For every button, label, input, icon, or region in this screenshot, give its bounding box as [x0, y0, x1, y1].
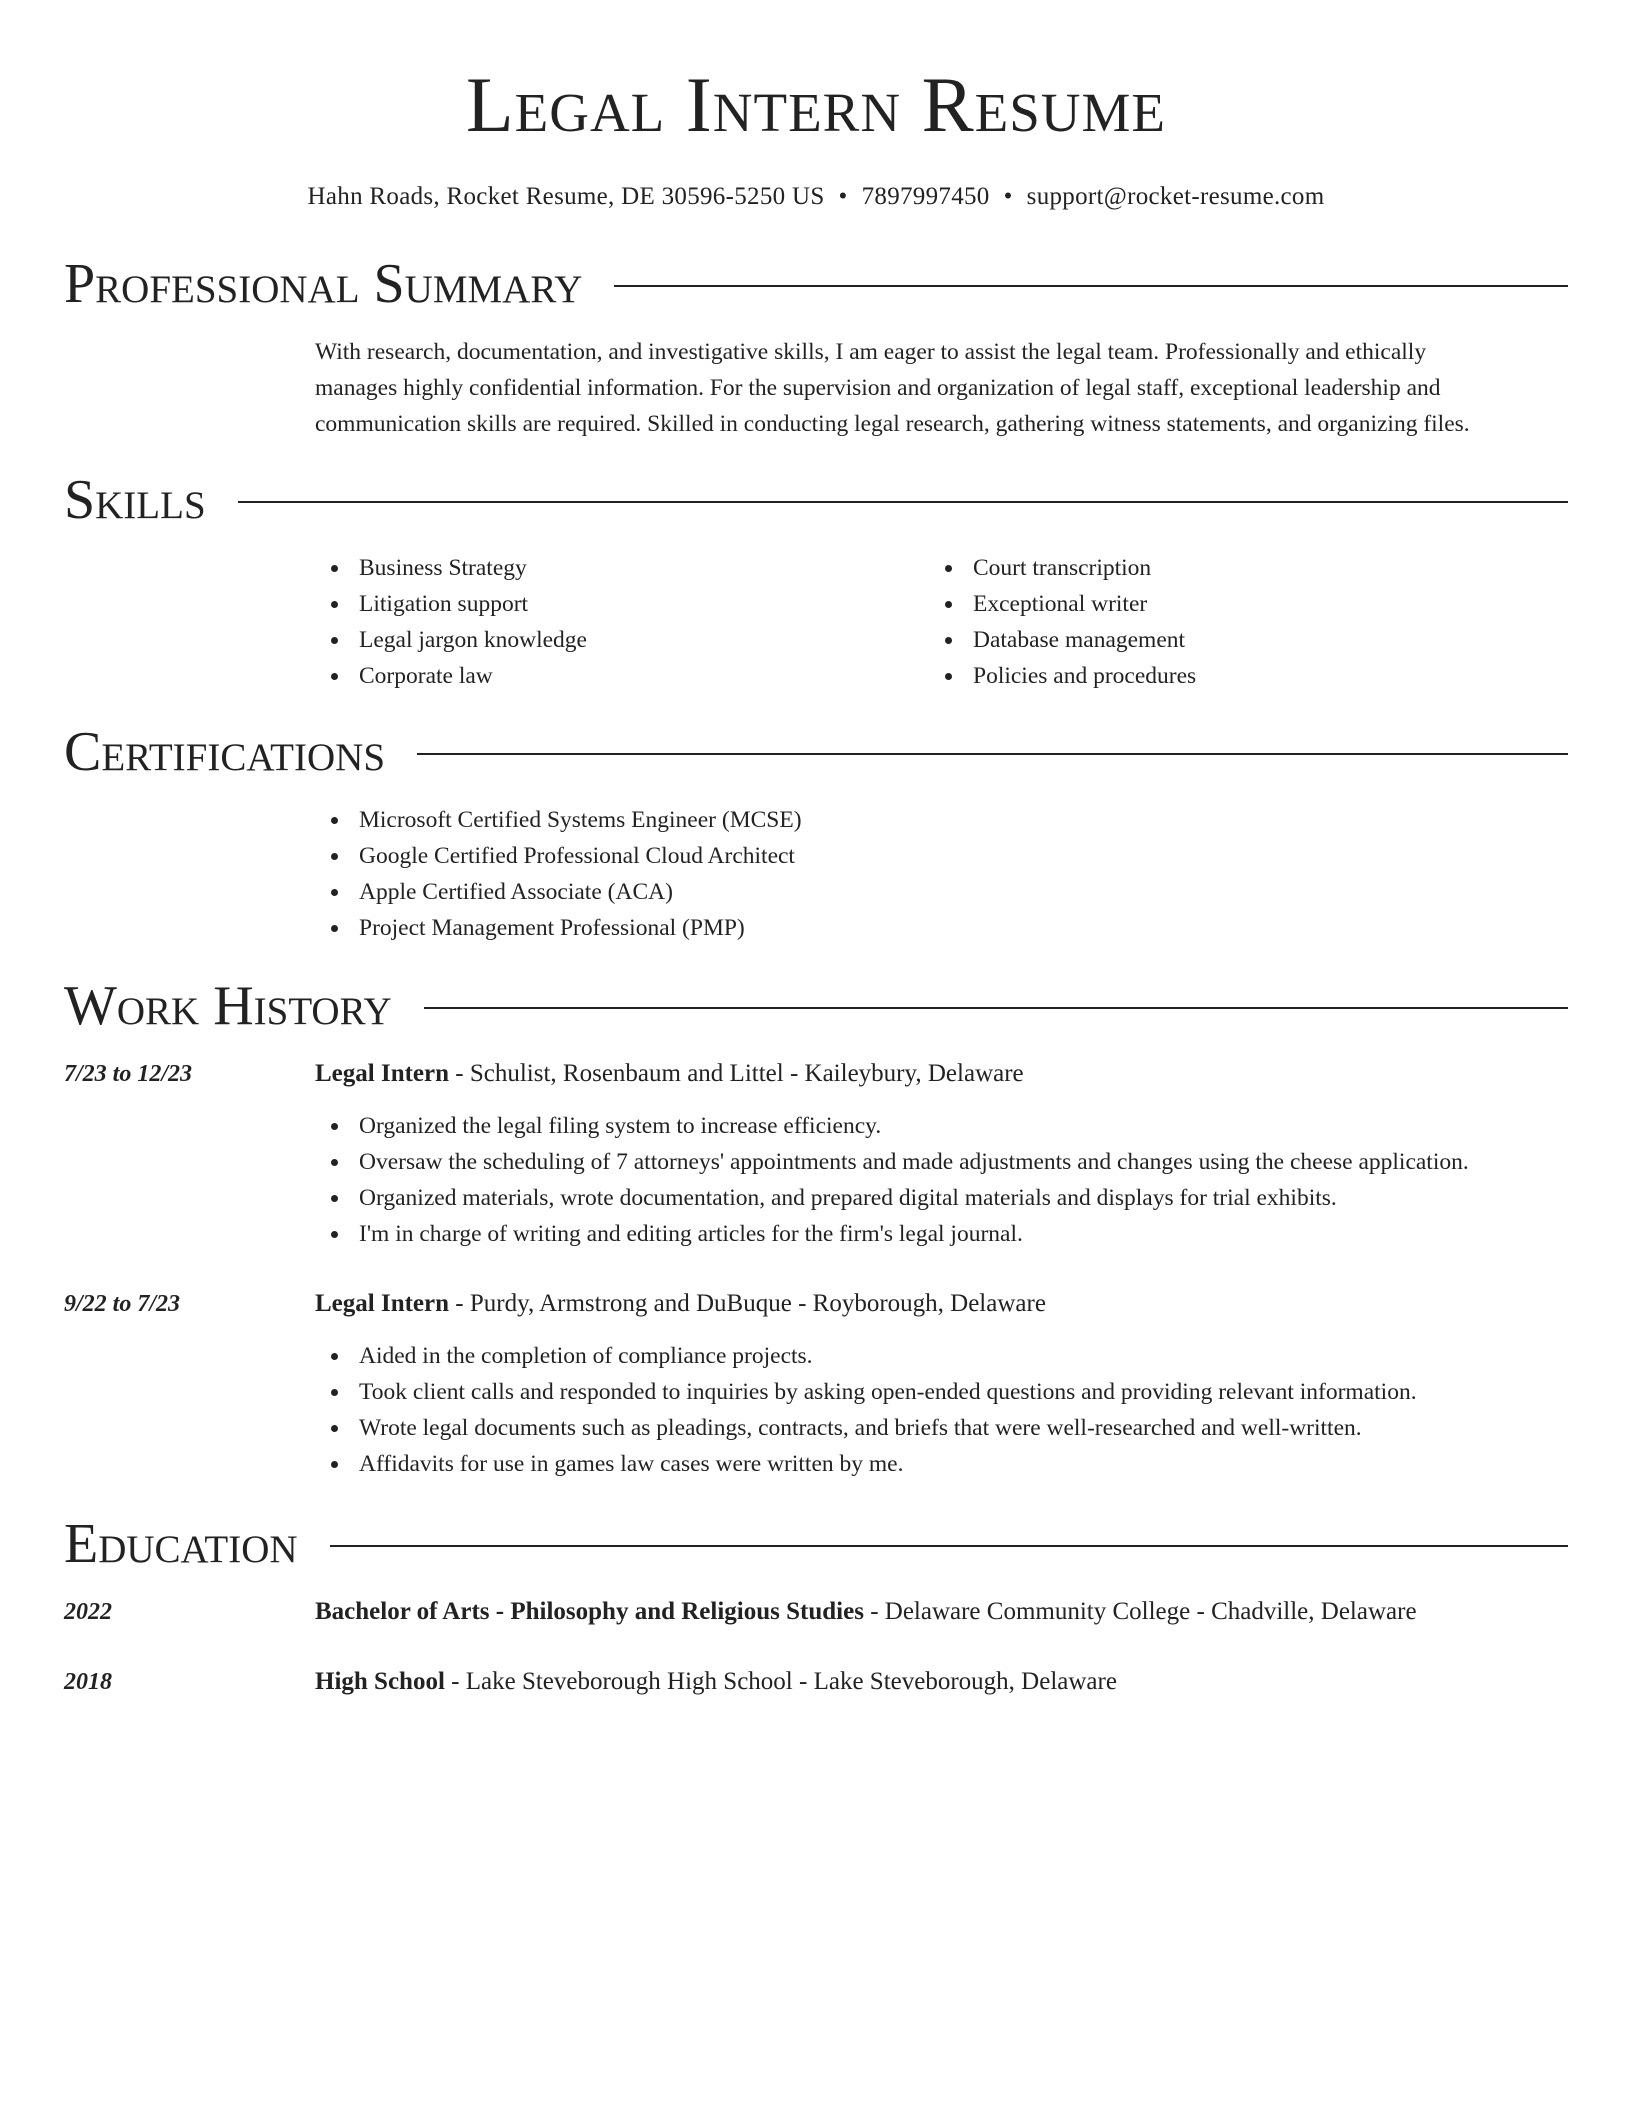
- job-entry: [64, 1056, 1568, 1256]
- skills-column-right: [929, 550, 1529, 694]
- education-heading: Education: [64, 1513, 298, 1575]
- job-dates: 7/23 to 12/23: [64, 1061, 193, 1087]
- education-section-header: [64, 1512, 1568, 1576]
- skills-heading: Skills: [64, 469, 206, 531]
- section-divider: [238, 501, 1568, 503]
- work-heading: Work History: [64, 975, 392, 1037]
- skill-item: Litigation support: [359, 586, 915, 622]
- summary-line: communication skills are required. Skilled in conducting legal research, gathering witness statements, and organizing files.: [315, 411, 1470, 437]
- job-bullet: Oversaw the scheduling of 7 attorneys' appointments and made adjustments and changes using the cheese application.: [359, 1144, 1568, 1180]
- skill-item: Court transcription: [973, 550, 1529, 586]
- job-bullet: Organized the legal filing system to increase efficiency.: [359, 1108, 1568, 1144]
- job-bullet: Organized materials, wrote documentation, and prepared digital materials and displays for trial exhibits.: [359, 1180, 1568, 1216]
- job-title: Legal Intern: [315, 1060, 450, 1087]
- job-entry: [64, 1286, 1568, 1486]
- education-degree: Bachelor of Arts - Philosophy and Religious Studies: [315, 1598, 864, 1625]
- job-heading: [315, 1286, 1568, 1322]
- education-heading-line: [315, 1664, 1568, 1700]
- job-heading: [315, 1056, 1568, 1092]
- certification-item: Project Management Professional (PMP): [359, 910, 1568, 946]
- certifications-heading: Certifications: [64, 721, 386, 783]
- section-divider: [417, 753, 1568, 755]
- job-employer: - Purdy, Armstrong and DuBuque - Royborough, Delaware: [449, 1290, 1046, 1317]
- contact-separator: •: [838, 183, 848, 210]
- education-heading-line: [315, 1594, 1568, 1630]
- job-bullet: I'm in charge of writing and editing articles for the firm's legal journal.: [359, 1216, 1568, 1252]
- skills-column-left: [315, 550, 915, 694]
- contact-address: Hahn Roads, Rocket Resume, DE 30596-5250 US: [307, 183, 825, 210]
- certifications-section-header: [64, 720, 1568, 784]
- education-school: - Delaware Community College - Chadville, Delaware: [863, 1598, 1417, 1625]
- summary-line: With research, documentation, and investigative skills, I am eager to assist the legal team. Professionally and ethically: [315, 339, 1427, 365]
- contact-phone: 7897997450: [861, 183, 990, 210]
- skills-section-header: [64, 468, 1568, 532]
- summary-heading: Professional Summary: [64, 253, 583, 315]
- resume-page: [64, 0, 1568, 1695]
- summary-line: manages highly confidential information. For the supervision and organization of legal staff, exceptional leadership and: [315, 375, 1441, 401]
- education-entry: [64, 1664, 1568, 1704]
- skills-list: [64, 550, 1568, 700]
- education-school: - Lake Steveborough High School - Lake Steveborough, Delaware: [444, 1668, 1117, 1695]
- job-bullet: Affidavits for use in games law cases were written by me.: [359, 1446, 1568, 1482]
- skill-item: Business Strategy: [359, 550, 915, 586]
- contact-email: support@rocket-resume.com: [1026, 183, 1325, 210]
- skill-item: Database management: [973, 622, 1529, 658]
- job-bullet: Aided in the completion of compliance projects.: [359, 1338, 1568, 1374]
- certifications-list: [64, 802, 1568, 952]
- education-year: 2018: [64, 1669, 112, 1695]
- skill-item: Legal jargon knowledge: [359, 622, 915, 658]
- certification-item: Apple Certified Associate (ACA): [359, 874, 1568, 910]
- skill-item: Corporate law: [359, 658, 915, 694]
- education-degree: High School: [315, 1668, 445, 1695]
- work-section-header: [64, 974, 1568, 1038]
- certification-item: Microsoft Certified Systems Engineer (MCSE): [359, 802, 1568, 838]
- education-year: 2022: [64, 1599, 112, 1625]
- job-bullet: Wrote legal documents such as pleadings, contracts, and briefs that were well-researched and well-written.: [359, 1410, 1568, 1446]
- skill-item: Policies and procedures: [973, 658, 1529, 694]
- summary-section-header: [64, 252, 1568, 316]
- skill-item: Exceptional writer: [973, 586, 1529, 622]
- summary-text: [315, 334, 1568, 442]
- contact-line: [64, 182, 1568, 212]
- job-bullet: Took client calls and responded to inquiries by asking open-ended questions and providing relevant information.: [359, 1374, 1568, 1410]
- section-divider: [424, 1007, 1568, 1009]
- resume-title: Legal Intern Resume: [466, 61, 1166, 148]
- certification-item: Google Certified Professional Cloud Architect: [359, 838, 1568, 874]
- job-employer: - Schulist, Rosenbaum and Littel - Kaileybury, Delaware: [449, 1060, 1024, 1087]
- job-dates: 9/22 to 7/23: [64, 1291, 181, 1317]
- section-divider: [614, 285, 1568, 287]
- section-divider: [330, 1545, 1568, 1547]
- education-entry: [64, 1594, 1568, 1634]
- contact-separator: •: [1003, 183, 1013, 210]
- job-title: Legal Intern: [315, 1290, 450, 1317]
